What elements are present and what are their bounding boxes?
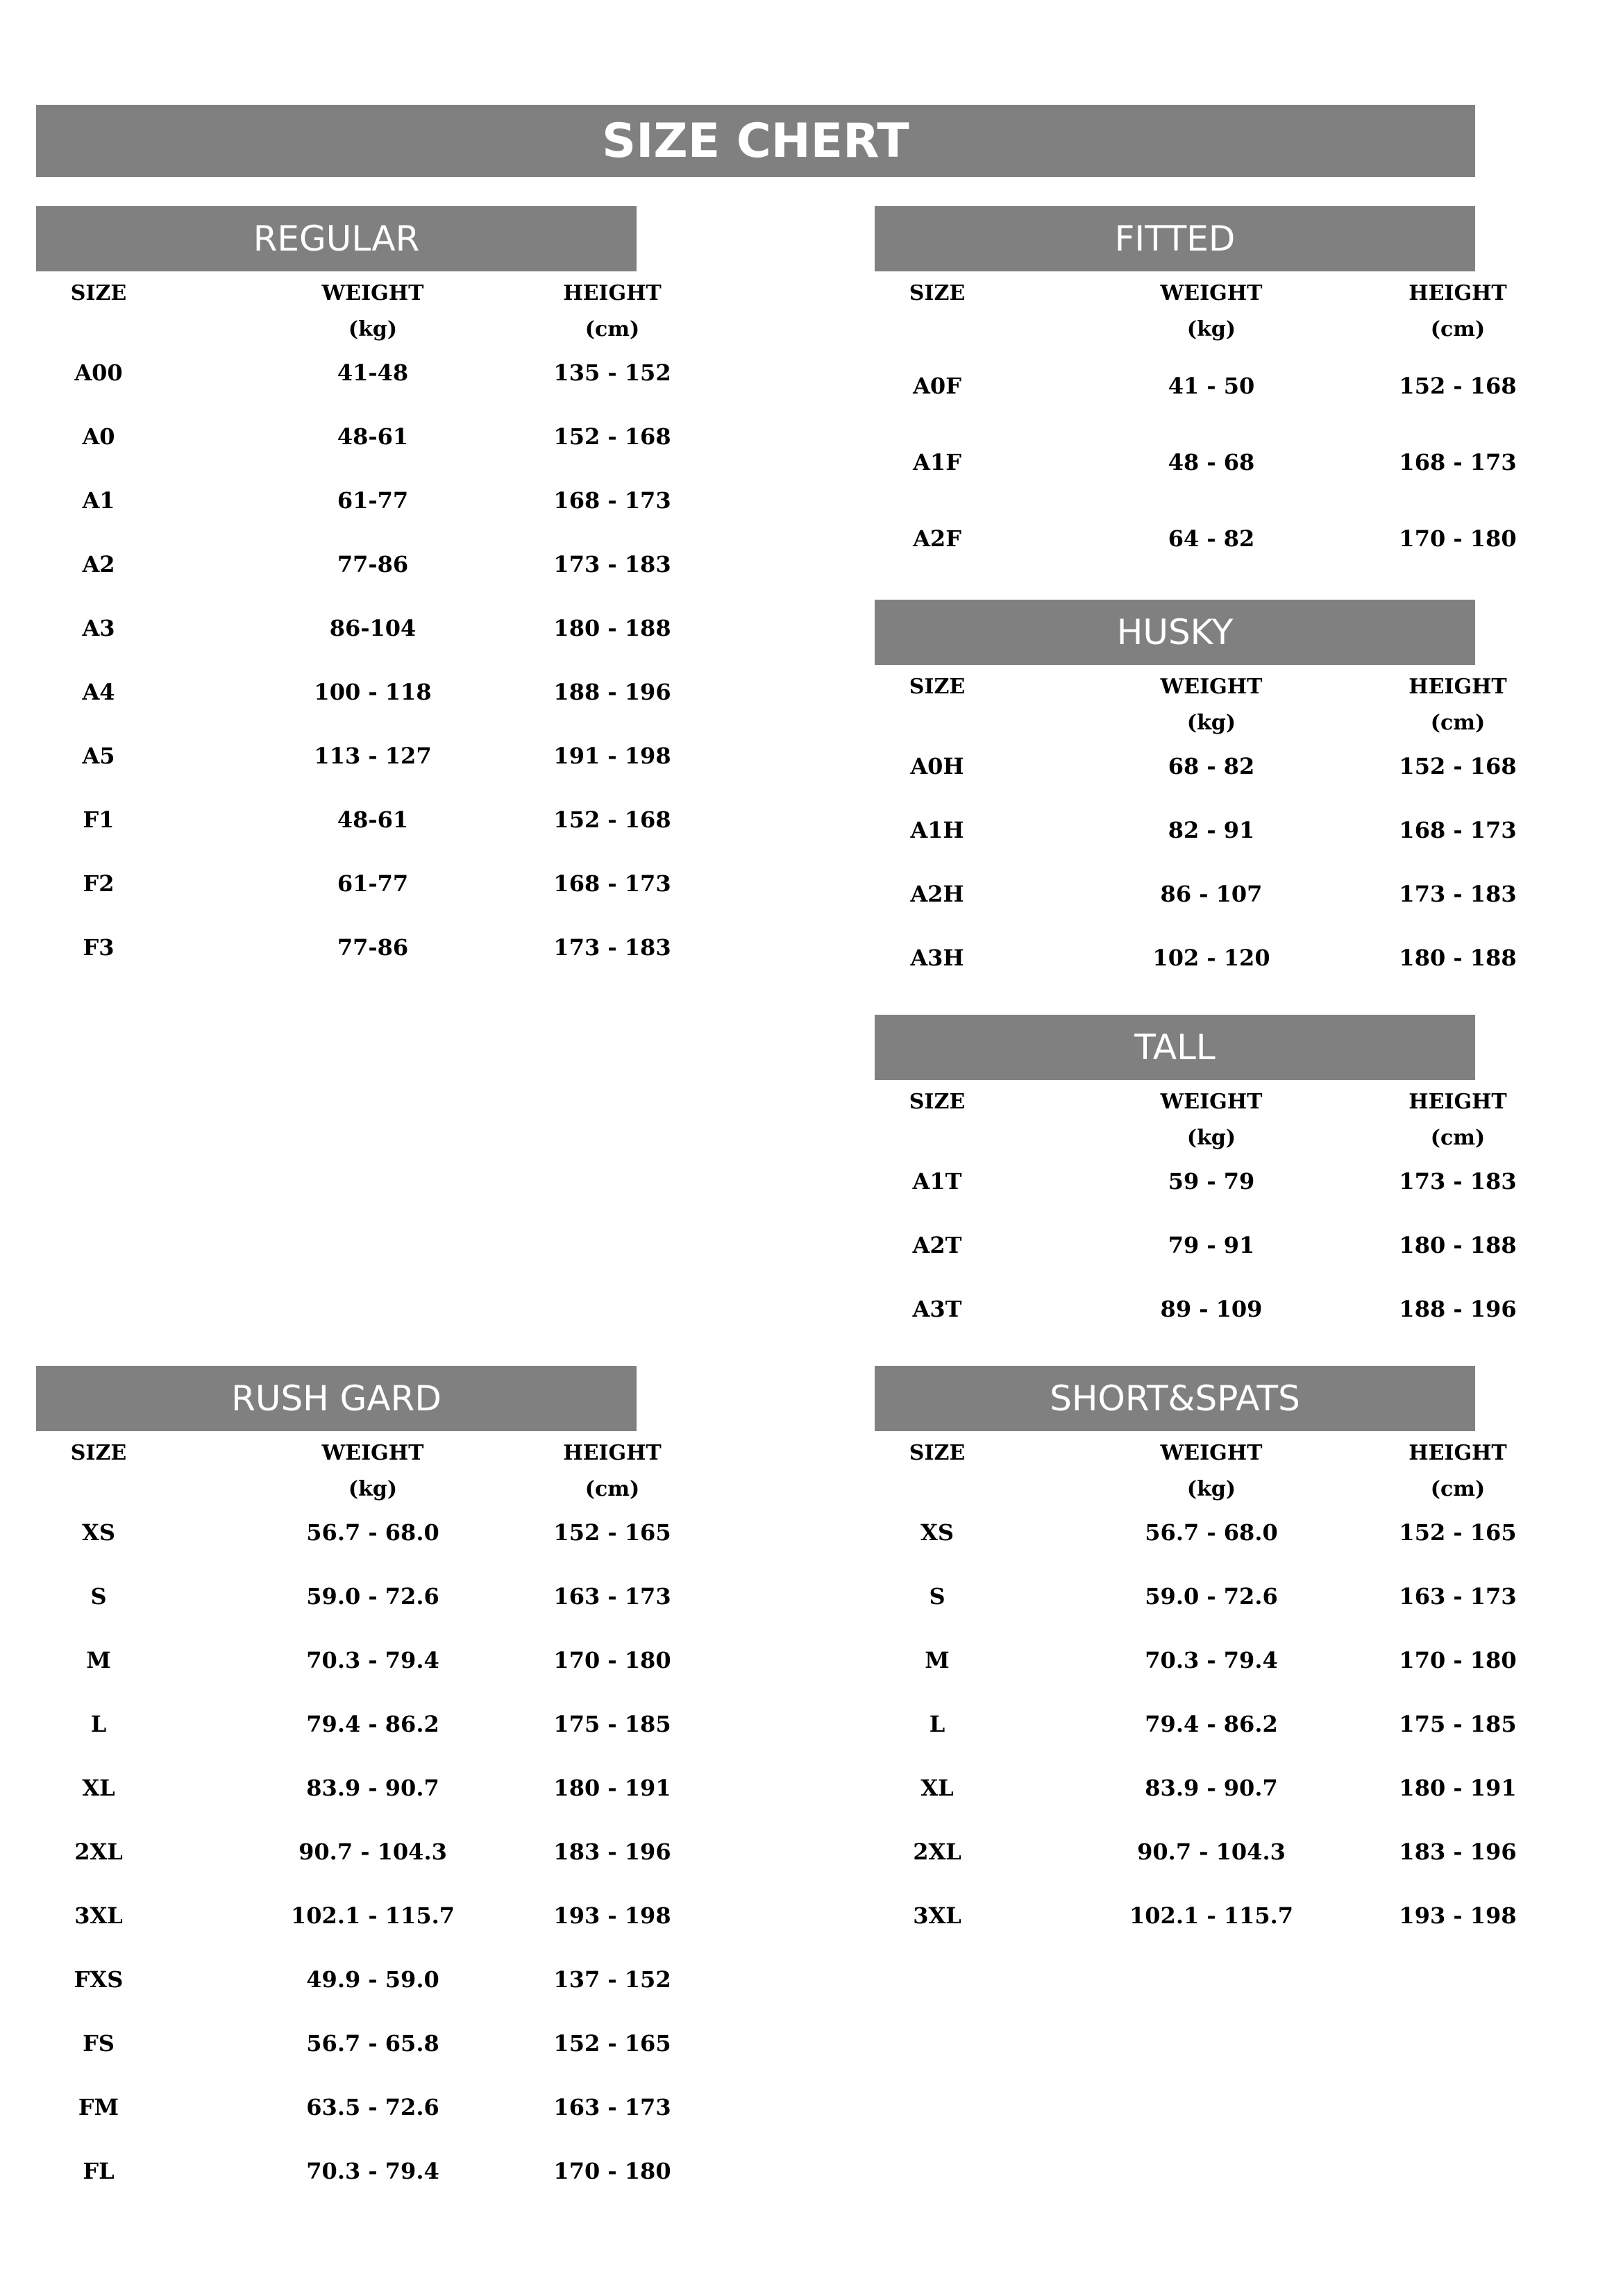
table-row bbox=[36, 2011, 671, 2075]
short-spats-table bbox=[875, 1366, 1517, 1948]
height-cell: 163 - 173 bbox=[553, 1583, 671, 1610]
table-row bbox=[875, 862, 1517, 926]
height-cell: 180 - 188 bbox=[1399, 945, 1517, 971]
weight-cell: 77-86 bbox=[337, 934, 409, 961]
weight-header: WEIGHT bbox=[1160, 281, 1263, 305]
size-cell: L bbox=[929, 1711, 945, 1737]
weight-cell: 79.4 - 86.2 bbox=[306, 1711, 439, 1737]
size-cell: F1 bbox=[83, 807, 115, 833]
table-row bbox=[36, 1501, 671, 1564]
weight-cell: 61-77 bbox=[337, 870, 409, 897]
weight-cell: 83.9 - 90.7 bbox=[1145, 1775, 1278, 1801]
size-cell: M bbox=[925, 1647, 950, 1673]
height-cell: 175 - 185 bbox=[553, 1711, 671, 1737]
size-cell: F2 bbox=[83, 870, 115, 897]
table-row bbox=[875, 926, 1517, 990]
size-cell: XL bbox=[82, 1775, 115, 1801]
height-cell: 163 - 173 bbox=[553, 2094, 671, 2120]
table-row bbox=[36, 2075, 671, 2139]
height-header: HEIGHT bbox=[563, 281, 662, 305]
height-cell: 152 - 168 bbox=[1399, 753, 1517, 779]
short-section-title: SHORT&SPATS bbox=[875, 1366, 1475, 1431]
table-row bbox=[875, 1820, 1517, 1884]
weight-cell: 79 - 91 bbox=[1168, 1232, 1255, 1258]
size-cell: XS bbox=[920, 1519, 954, 1546]
size-cell: A1 bbox=[82, 487, 115, 514]
height-cell: 173 - 183 bbox=[553, 551, 671, 577]
height-header: HEIGHT bbox=[563, 1441, 662, 1465]
table-row bbox=[875, 734, 1517, 798]
table-row bbox=[36, 788, 671, 852]
size-cell: A0F bbox=[913, 373, 961, 399]
height-header: HEIGHT bbox=[1408, 1441, 1507, 1465]
height-cell: 168 - 173 bbox=[1399, 817, 1517, 843]
size-cell: 3XL bbox=[913, 1902, 961, 1929]
table-row bbox=[36, 660, 671, 724]
weight-cell: 90.7 - 104.3 bbox=[298, 1839, 447, 1865]
weight-unit: (kg) bbox=[348, 1477, 398, 1501]
weight-cell: 113 - 127 bbox=[314, 743, 432, 769]
column-headers bbox=[875, 1080, 1507, 1150]
height-cell: 152 - 165 bbox=[553, 2030, 671, 2057]
size-cell: XS bbox=[82, 1519, 115, 1546]
height-cell: 180 - 188 bbox=[1399, 1232, 1517, 1258]
rush-section-title: RUSH GARD bbox=[36, 1366, 637, 1431]
size-cell: A3H bbox=[910, 945, 964, 971]
table-row bbox=[875, 500, 1517, 577]
height-cell: 168 - 173 bbox=[553, 487, 671, 514]
column-headers bbox=[36, 271, 662, 341]
height-cell: 175 - 185 bbox=[1399, 1711, 1517, 1737]
weight-cell: 48-61 bbox=[337, 807, 409, 833]
size-header: SIZE bbox=[909, 675, 966, 699]
weight-header: WEIGHT bbox=[321, 1441, 424, 1465]
weight-cell: 102.1 - 115.7 bbox=[291, 1902, 455, 1929]
weight-unit: (kg) bbox=[348, 317, 398, 341]
height-header: HEIGHT bbox=[1408, 675, 1507, 699]
size-cell: A5 bbox=[82, 743, 115, 769]
weight-unit: (kg) bbox=[1186, 1126, 1236, 1150]
size-cell: S bbox=[929, 1583, 945, 1610]
weight-cell: 63.5 - 72.6 bbox=[306, 2094, 439, 2120]
height-header: HEIGHT bbox=[1408, 1090, 1507, 1114]
table-row bbox=[36, 532, 671, 596]
size-cell: FL bbox=[83, 2158, 115, 2184]
height-cell: 170 - 180 bbox=[553, 1647, 671, 1673]
husky-section-title: HUSKY bbox=[875, 600, 1475, 665]
weight-header: WEIGHT bbox=[1160, 1090, 1263, 1114]
weight-cell: 64 - 82 bbox=[1168, 525, 1255, 552]
size-cell: L bbox=[90, 1711, 107, 1737]
weight-cell: 102.1 - 115.7 bbox=[1129, 1902, 1293, 1929]
weight-cell: 48-61 bbox=[337, 423, 409, 450]
table-row bbox=[36, 1948, 671, 2011]
table-row bbox=[875, 1628, 1517, 1692]
weight-cell: 79.4 - 86.2 bbox=[1145, 1711, 1278, 1737]
height-unit: (cm) bbox=[1430, 317, 1486, 341]
height-unit: (cm) bbox=[1430, 711, 1486, 735]
column-headers bbox=[875, 271, 1507, 341]
height-cell: 152 - 168 bbox=[553, 807, 671, 833]
height-cell: 168 - 173 bbox=[553, 870, 671, 897]
weight-unit: (kg) bbox=[1186, 317, 1236, 341]
height-cell: 170 - 180 bbox=[553, 2158, 671, 2184]
weight-unit: (kg) bbox=[1186, 1477, 1236, 1501]
weight-cell: 86-104 bbox=[329, 615, 417, 641]
column-headers bbox=[36, 1431, 662, 1501]
table-row bbox=[36, 405, 671, 469]
size-cell: S bbox=[90, 1583, 107, 1610]
height-unit: (cm) bbox=[1430, 1477, 1486, 1501]
table-row bbox=[36, 2139, 671, 2203]
fitted-section-title: FITTED bbox=[875, 206, 1475, 271]
size-cell: A0 bbox=[82, 423, 115, 450]
height-cell: 180 - 191 bbox=[1399, 1775, 1517, 1801]
size-cell: A2 bbox=[82, 551, 115, 577]
height-cell: 173 - 183 bbox=[1399, 1168, 1517, 1195]
weight-cell: 86 - 107 bbox=[1160, 881, 1263, 907]
height-cell: 173 - 183 bbox=[1399, 881, 1517, 907]
weight-cell: 77-86 bbox=[337, 551, 409, 577]
husky-table bbox=[875, 600, 1517, 990]
height-cell: 183 - 196 bbox=[553, 1839, 671, 1865]
regular-section-title: REGULAR bbox=[36, 206, 637, 271]
size-cell: A2H bbox=[910, 881, 964, 907]
table-row bbox=[36, 915, 671, 979]
weight-cell: 102 - 120 bbox=[1152, 945, 1270, 971]
table-row bbox=[36, 724, 671, 788]
tall-table bbox=[875, 1015, 1517, 1341]
weight-cell: 56.7 - 65.8 bbox=[306, 2030, 439, 2057]
size-header: SIZE bbox=[70, 281, 127, 305]
size-cell: 2XL bbox=[913, 1839, 961, 1865]
column-headers bbox=[875, 665, 1507, 735]
size-cell: F3 bbox=[83, 934, 115, 961]
weight-cell: 56.7 - 68.0 bbox=[306, 1519, 439, 1546]
height-cell: 188 - 196 bbox=[553, 679, 671, 705]
table-row bbox=[875, 1213, 1517, 1277]
weight-cell: 68 - 82 bbox=[1168, 753, 1255, 779]
size-cell: FS bbox=[83, 2030, 115, 2057]
size-header: SIZE bbox=[909, 1441, 966, 1465]
table-row bbox=[36, 1692, 671, 1756]
height-cell: 193 - 198 bbox=[553, 1902, 671, 1929]
height-cell: 191 - 198 bbox=[553, 743, 671, 769]
height-cell: 152 - 165 bbox=[1399, 1519, 1517, 1546]
table-row bbox=[36, 1884, 671, 1948]
height-cell: 170 - 180 bbox=[1399, 1647, 1517, 1673]
table-row bbox=[875, 1884, 1517, 1948]
height-cell: 173 - 183 bbox=[553, 934, 671, 961]
weight-cell: 83.9 - 90.7 bbox=[306, 1775, 439, 1801]
table-row bbox=[36, 469, 671, 532]
weight-cell: 70.3 - 79.4 bbox=[306, 2158, 439, 2184]
height-cell: 168 - 173 bbox=[1399, 449, 1517, 475]
page-title: SIZE CHERT bbox=[36, 105, 1475, 177]
size-cell: XL bbox=[920, 1775, 954, 1801]
weight-cell: 61-77 bbox=[337, 487, 409, 514]
size-cell: A1F bbox=[913, 449, 961, 475]
table-row bbox=[875, 1277, 1517, 1341]
height-cell: 180 - 191 bbox=[553, 1775, 671, 1801]
weight-cell: 49.9 - 59.0 bbox=[306, 1966, 439, 1993]
table-row bbox=[36, 1564, 671, 1628]
size-cell: A2F bbox=[913, 525, 961, 552]
weight-cell: 41-48 bbox=[337, 360, 409, 386]
size-cell: FM bbox=[78, 2094, 119, 2120]
height-cell: 152 - 168 bbox=[1399, 373, 1517, 399]
table-row bbox=[875, 348, 1517, 424]
weight-cell: 70.3 - 79.4 bbox=[1145, 1647, 1278, 1673]
weight-cell: 70.3 - 79.4 bbox=[306, 1647, 439, 1673]
weight-header: WEIGHT bbox=[1160, 1441, 1263, 1465]
size-cell: A00 bbox=[74, 360, 123, 386]
fitted-table bbox=[875, 206, 1517, 577]
size-cell: A0H bbox=[910, 753, 964, 779]
height-cell: 180 - 188 bbox=[553, 615, 671, 641]
size-cell: 2XL bbox=[74, 1839, 123, 1865]
height-unit: (cm) bbox=[585, 1477, 640, 1501]
size-cell: A1H bbox=[910, 817, 964, 843]
table-row bbox=[36, 1756, 671, 1820]
weight-header: WEIGHT bbox=[1160, 675, 1263, 699]
weight-cell: 59.0 - 72.6 bbox=[1145, 1583, 1278, 1610]
size-cell: FXS bbox=[74, 1966, 124, 1993]
table-row bbox=[875, 798, 1517, 862]
height-cell: 152 - 168 bbox=[553, 423, 671, 450]
table-row bbox=[875, 424, 1517, 500]
table-row bbox=[875, 1149, 1517, 1213]
regular-table bbox=[36, 206, 671, 979]
size-header: SIZE bbox=[909, 281, 966, 305]
column-headers bbox=[875, 1431, 1507, 1501]
height-cell: 163 - 173 bbox=[1399, 1583, 1517, 1610]
table-row bbox=[875, 1501, 1517, 1564]
rush-gard-table bbox=[36, 1366, 671, 2203]
weight-cell: 90.7 - 104.3 bbox=[1137, 1839, 1286, 1865]
height-unit: (cm) bbox=[1430, 1126, 1486, 1150]
size-cell: 3XL bbox=[74, 1902, 123, 1929]
height-cell: 183 - 196 bbox=[1399, 1839, 1517, 1865]
size-cell: A3 bbox=[82, 615, 115, 641]
table-row bbox=[36, 852, 671, 915]
table-row bbox=[36, 341, 671, 405]
table-row bbox=[36, 596, 671, 660]
height-unit: (cm) bbox=[585, 317, 640, 341]
height-cell: 193 - 198 bbox=[1399, 1902, 1517, 1929]
size-cell: A2T bbox=[912, 1232, 962, 1258]
weight-cell: 59 - 79 bbox=[1168, 1168, 1255, 1195]
size-header: SIZE bbox=[70, 1441, 127, 1465]
table-row bbox=[875, 1564, 1517, 1628]
weight-cell: 41 - 50 bbox=[1168, 373, 1255, 399]
tall-section-title: TALL bbox=[875, 1015, 1475, 1080]
size-header: SIZE bbox=[909, 1090, 966, 1114]
height-cell: 137 - 152 bbox=[553, 1966, 671, 1993]
height-cell: 188 - 196 bbox=[1399, 1296, 1517, 1322]
weight-cell: 89 - 109 bbox=[1160, 1296, 1263, 1322]
weight-cell: 48 - 68 bbox=[1168, 449, 1255, 475]
height-header: HEIGHT bbox=[1408, 281, 1507, 305]
weight-cell: 100 - 118 bbox=[314, 679, 432, 705]
weight-cell: 82 - 91 bbox=[1168, 817, 1255, 843]
height-cell: 135 - 152 bbox=[553, 360, 671, 386]
size-cell: A1T bbox=[912, 1168, 962, 1195]
table-row bbox=[875, 1692, 1517, 1756]
weight-header: WEIGHT bbox=[321, 281, 424, 305]
table-row bbox=[875, 1756, 1517, 1820]
weight-cell: 56.7 - 68.0 bbox=[1145, 1519, 1278, 1546]
size-cell: A4 bbox=[82, 679, 115, 705]
height-cell: 170 - 180 bbox=[1399, 525, 1517, 552]
size-cell: A3T bbox=[912, 1296, 962, 1322]
table-row bbox=[36, 1820, 671, 1884]
table-row bbox=[36, 1628, 671, 1692]
weight-cell: 59.0 - 72.6 bbox=[306, 1583, 439, 1610]
height-cell: 152 - 165 bbox=[553, 1519, 671, 1546]
weight-unit: (kg) bbox=[1186, 711, 1236, 735]
size-cell: M bbox=[86, 1647, 111, 1673]
